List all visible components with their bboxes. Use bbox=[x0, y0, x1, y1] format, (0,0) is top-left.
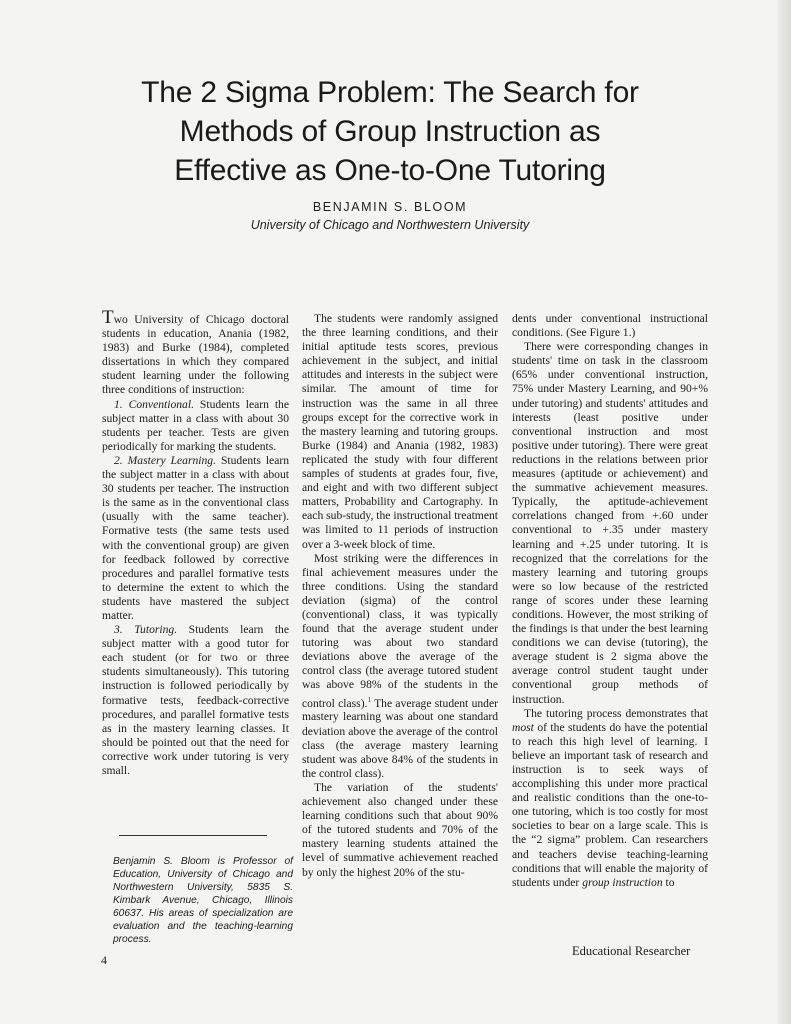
title-line-3: Effective as One-to-One Tutoring bbox=[174, 154, 606, 187]
text-column-2 bbox=[302, 312, 498, 880]
text-column-1 bbox=[102, 307, 289, 778]
article-title bbox=[60, 73, 720, 190]
footnote-divider bbox=[119, 835, 267, 836]
paragraph: dents under conventional instructional conditions. (See Figure 1.) bbox=[512, 312, 708, 340]
paragraph: The tutoring process demonstrates that most of the students do have the potential to reach this high level of learning. I believe an important task of research and instruction is to seek ways of accomplishing this under more practical and realistic conditions than the one-to-one tutoring, which is too costly for most societies to bear on a large scale. This is the “2 sigma” problem. Can researchers and teachers devise teaching-learning conditions that will enable the majority of students under group instruction to bbox=[512, 706, 708, 889]
page-edge-shadow bbox=[777, 0, 791, 1024]
paragraph: 3. Tutoring. Students learn the subject matter with a good tutor for each student (or for two or three students simultaneously). This tutoring instruction is followed periodically by formative tests, feedback-corrective procedures, and parallel formative tests as in the mastery learning classes. It should be pointed out that the need for corrective work under tutoring is very small. bbox=[102, 623, 289, 777]
title-line-1: The 2 Sigma Problem: The Search for bbox=[141, 76, 639, 109]
text-column-3 bbox=[512, 312, 708, 890]
title-line-2: Methods of Group Instruction as bbox=[179, 115, 601, 148]
paragraph: Most striking were the differences in final achievement measures under the three conditions. Using the standard deviation (sigma) of the control (conventional) class, it was typically found that the average student under tutoring was about two standard deviations above the average of the control class (the average tutored student was above 98% of the students in the control class).$^1$ The average student under mastery learning was about one standard deviation above the average of the control class (the average mastery learning student was above 84% of the students in the control class). bbox=[302, 551, 498, 780]
author-affiliation: University of Chicago and Northwestern University bbox=[250, 218, 530, 232]
author-name: BENJAMIN S. BLOOM bbox=[312, 200, 468, 214]
paragraph: The variation of the students' achievement also changed under these learning conditions such that about 90% of the tutored students and 70% of the mastery learning students attained the level of summative achievement reached by only the highest 20% of the stu- bbox=[302, 780, 498, 879]
paragraph: Two University of Chicago doctoral students in education, Anania (1982, 1983) and Burke (1984), completed dissertations in which they compared student learning under the following three conditions of instruction: bbox=[102, 307, 289, 397]
journal-name: Educational Researcher bbox=[572, 944, 691, 958]
drop-cap: T bbox=[102, 307, 114, 328]
page-number: 4 bbox=[101, 953, 107, 967]
author-bio-note: Benjamin S. Bloom is Professor of Education, University of Chicago and Northwestern University, 5835 S. Kimbark Avenue, Chicago, Illinois 60637. His areas of specialization are evaluation and the teaching-learning process. bbox=[113, 856, 293, 945]
paragraph: There were corresponding changes in students' time on task in the classroom (65% under conventional instruction, 75% under Mastery Learning, and 90+% under tutoring) and students' attitudes and interests (least positive under conventional instruction and most positive under tutoring). There were great reductions in the relations between prior measures (aptitude or achievement) and the summative achievement measures. Typically, the aptitude-achievement correlations changed from +.60 under conventional to +.35 under mastery learning and +.25 under tutoring. It is recognized that the correlations for the mastery learning and tutoring groups were so low because of the restricted range of scores under these learning conditions. However, the most striking of the findings is that under the best learning conditions we can devise (tutoring), the average student is 2 sigma above the average control student taught under conventional group methods of instruction. bbox=[512, 340, 708, 706]
footnote-marker: 1 bbox=[367, 695, 371, 704]
paragraph: 1. Conventional. Students learn the subject matter in a class with about 30 students per teacher. Tests are given periodically for marking the students. bbox=[102, 397, 289, 453]
paragraph: The students were randomly assigned the three learning conditions, and their initial aptitude tests scores, previous achievement in the subject, and initial attitudes and interests in the subject were similar. The amount of time for instruction was the same in all three groups except for the corrective work in the mastery learning and tutoring groups. Burke (1984) and Anania (1982, 1983) replicated the study with four different samples of students at grades four, five, and eight and with two different subject matters, Probability and Cartography. In each sub-study, the instructional treatment was limited to 11 periods of instruction over a 3-week block of time. bbox=[302, 312, 498, 551]
paragraph: 2. Mastery Learning. Students learn the subject matter in a class with about 30 students per teacher. The instruction is the same as in the conventional class (usually with the same teacher). Formative tests (the same tests used with the conventional group) are given for feedback followed by corrective procedures and parallel formative tests to determine the extent to which the students have mastered the subject matter. bbox=[102, 453, 289, 622]
